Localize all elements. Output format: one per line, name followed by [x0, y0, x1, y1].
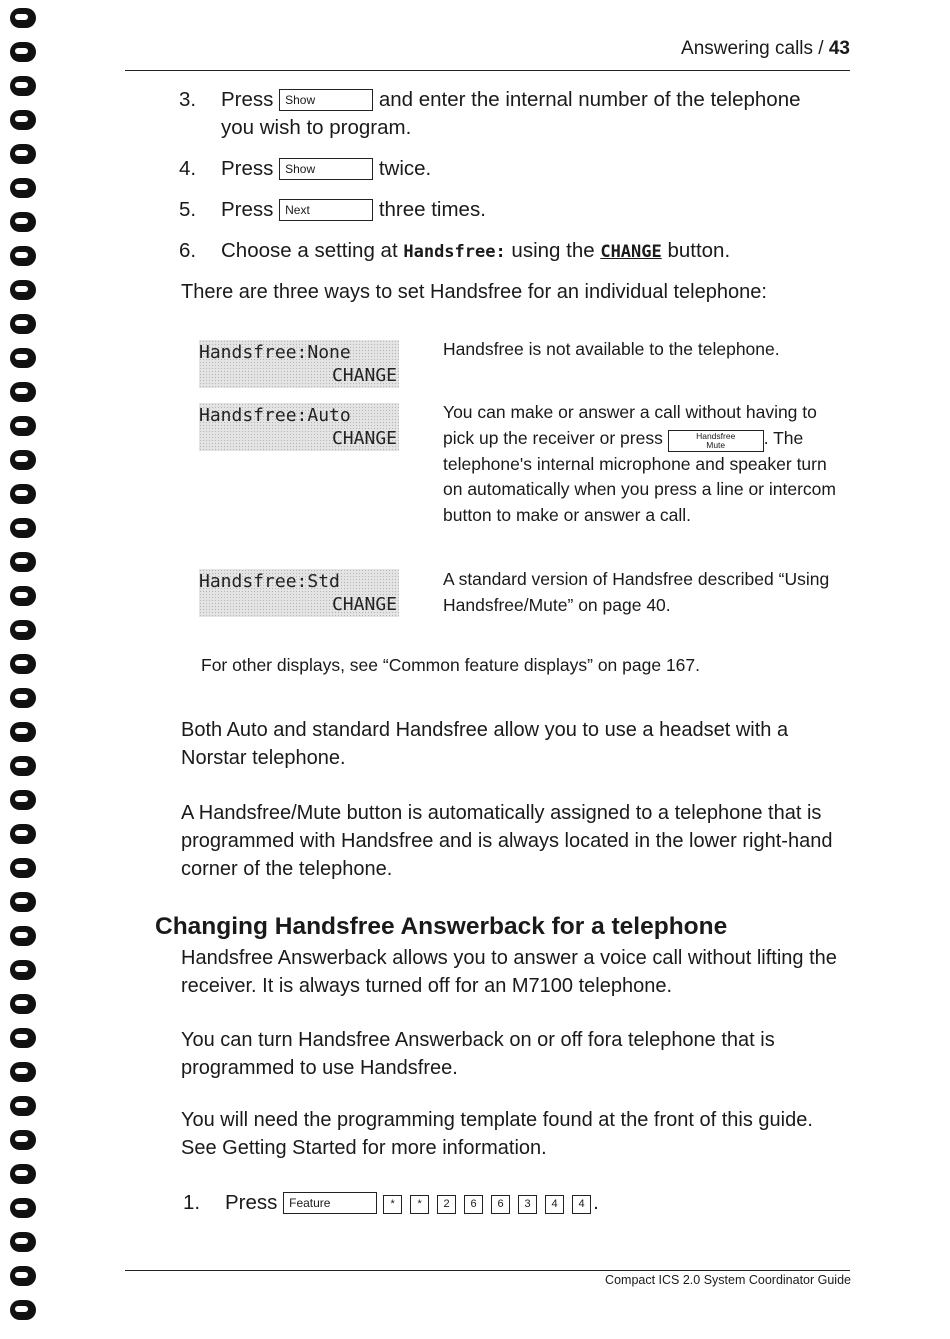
display-button-change: CHANGE [600, 242, 662, 262]
key-star: * [383, 1195, 402, 1214]
paragraph-template: You will need the programming template found at the front of this guide. See Getting Started for more information. [181, 1109, 813, 1159]
spiral-binding [10, 8, 40, 1333]
key-6: 6 [491, 1195, 510, 1214]
desc-handsfree-std: A standard version of Handsfree described “Using Handsfree/Mute” on page 40. [443, 569, 830, 615]
show-key: Show [279, 158, 373, 180]
key-star: * [410, 1195, 429, 1214]
display-term-handsfree: Handsfree: [403, 242, 506, 262]
key-4: 4 [545, 1195, 564, 1214]
section-heading: Changing Handsfree Answerback for a telephone [155, 913, 728, 940]
paragraph-handsfree-mute-button: A Handsfree/Mute button is automatically assigned to a telephone that is programmed with Handsfree and is always located in the lower right-hand corner of the telephone. [181, 802, 833, 880]
step-5: 5. Press Next three times. [179, 198, 486, 221]
feature-key: Feature [283, 1192, 377, 1214]
footer-title: Compact ICS 2.0 System Coordinator Guide [605, 1273, 851, 1287]
key-2: 2 [437, 1195, 456, 1214]
footer-rule [125, 1270, 850, 1271]
intro-paragraph: There are three ways to set Handsfree for an individual telephone: [181, 281, 767, 303]
handsfree-mute-key: Handsfree Mute [668, 430, 764, 452]
step-1-feature: 1. Press Feature * * 2 6 6 3 4 4 . [183, 1191, 599, 1214]
display-handsfree-std: Handsfree:Std CHANGE [199, 571, 397, 615]
key-6: 6 [464, 1195, 483, 1214]
step-3: 3. Press Show and enter the internal number of the telephone you wish to program. [179, 88, 801, 139]
page-number: 43 [828, 38, 850, 59]
paragraph-headset: Both Auto and standard Handsfree allow you to use a headset with a Norstar telephone. [181, 719, 789, 769]
key-3: 3 [518, 1195, 537, 1214]
running-header [681, 38, 850, 60]
show-key: Show [279, 89, 373, 111]
step-4: 4. Press Show twice. [179, 157, 432, 180]
desc-handsfree-none: Handsfree is not available to the telephone. [443, 339, 780, 359]
display-handsfree-none: Handsfree:None CHANGE [199, 342, 397, 386]
header-rule [125, 70, 850, 71]
desc-handsfree-auto: You can make or answer a call without having to pick up the receiver or press Handsfree Mute . The telephone's internal microphone and speaker turn on automatically when you press a line or intercom button to make or answer a call. [443, 402, 836, 525]
key-4: 4 [572, 1195, 591, 1214]
next-key: Next [279, 199, 373, 221]
header-section: Answering calls / [681, 38, 824, 59]
note-other-displays: For other displays, see “Common feature displays” on page 167. [201, 655, 701, 675]
paragraph-turn-on-off: You can turn Handsfree Answerback on or off fora telephone that is programmed to use Handsfree. [181, 1029, 775, 1079]
step-6: 6. Choose a setting at Handsfree: using the CHANGE button. [179, 239, 731, 262]
paragraph-answerback: Handsfree Answerback allows you to answer a voice call without lifting the receiver. It is always turned off for an M7100 telephone. [181, 947, 837, 997]
display-handsfree-auto: Handsfree:Auto CHANGE [199, 405, 397, 449]
